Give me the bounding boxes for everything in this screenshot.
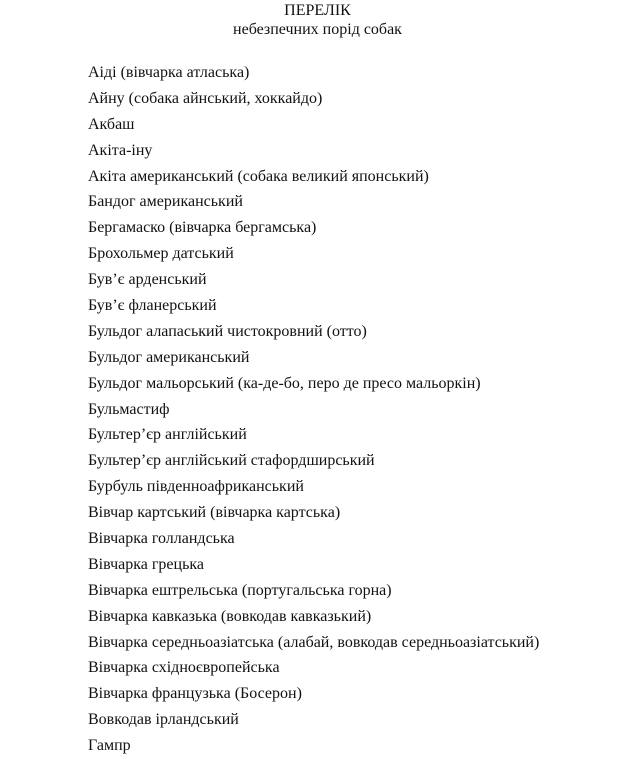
breed-item: Бульдог американський [88,348,250,366]
breed-item: Вовкодав ірландський [88,711,239,729]
breed-item: Акбаш [88,115,135,133]
document-subtitle: небезпечних порід собак [233,21,402,38]
breed-item: Вівчарка грецька [88,555,204,573]
breed-item: Гампр [88,737,131,755]
breed-item: Бульдог алапаський чистокровний (отто) [88,322,367,340]
breed-item: Вівчарка ештрельська (португальська горна) [88,581,392,599]
breed-item: Бергамаско (вівчарка бергамська) [88,219,317,237]
breed-item: Бандог американський [88,193,243,211]
breed-item: Бурбуль південноафриканський [88,478,304,496]
breed-item: Був’є арденський [88,271,207,289]
breed-list [88,60,539,759]
breed-item: Вівчарка середньоазіатська (алабай, вовкодав середньоазіатський) [88,633,540,651]
breed-item: Айну (собака айнський, хоккайдо) [88,89,323,107]
breed-item: Вівчар картський (вівчарка картська) [88,504,341,522]
breed-item: Вівчарка голландська [88,530,235,548]
breed-item: Вівчарка французька (Босерон) [88,685,302,703]
document-title: ПЕРЕЛІК [284,2,351,19]
breed-item: Був’є фланерський [88,297,217,315]
breed-item: Брохольмер датський [88,245,234,263]
breed-item: Бультер’єр англійський стафордширський [88,452,375,470]
breed-item: Бульмастиф [88,400,170,418]
breed-item: Вівчарка східноєвропейська [88,659,280,677]
breed-item: Аіді (вівчарка атласька) [88,64,250,81]
breed-item: Акіта американський (собака великий японський) [88,167,429,185]
breed-item: Бультер’єр англійський [88,426,247,444]
breed-item: Вівчарка кавказька (вовкодав кавказький) [88,607,372,625]
breed-item: Акіта-іну [88,141,153,159]
breed-item: Бульдог мальорський (ка-де-бо, перо де пресо мальоркін) [88,374,481,392]
